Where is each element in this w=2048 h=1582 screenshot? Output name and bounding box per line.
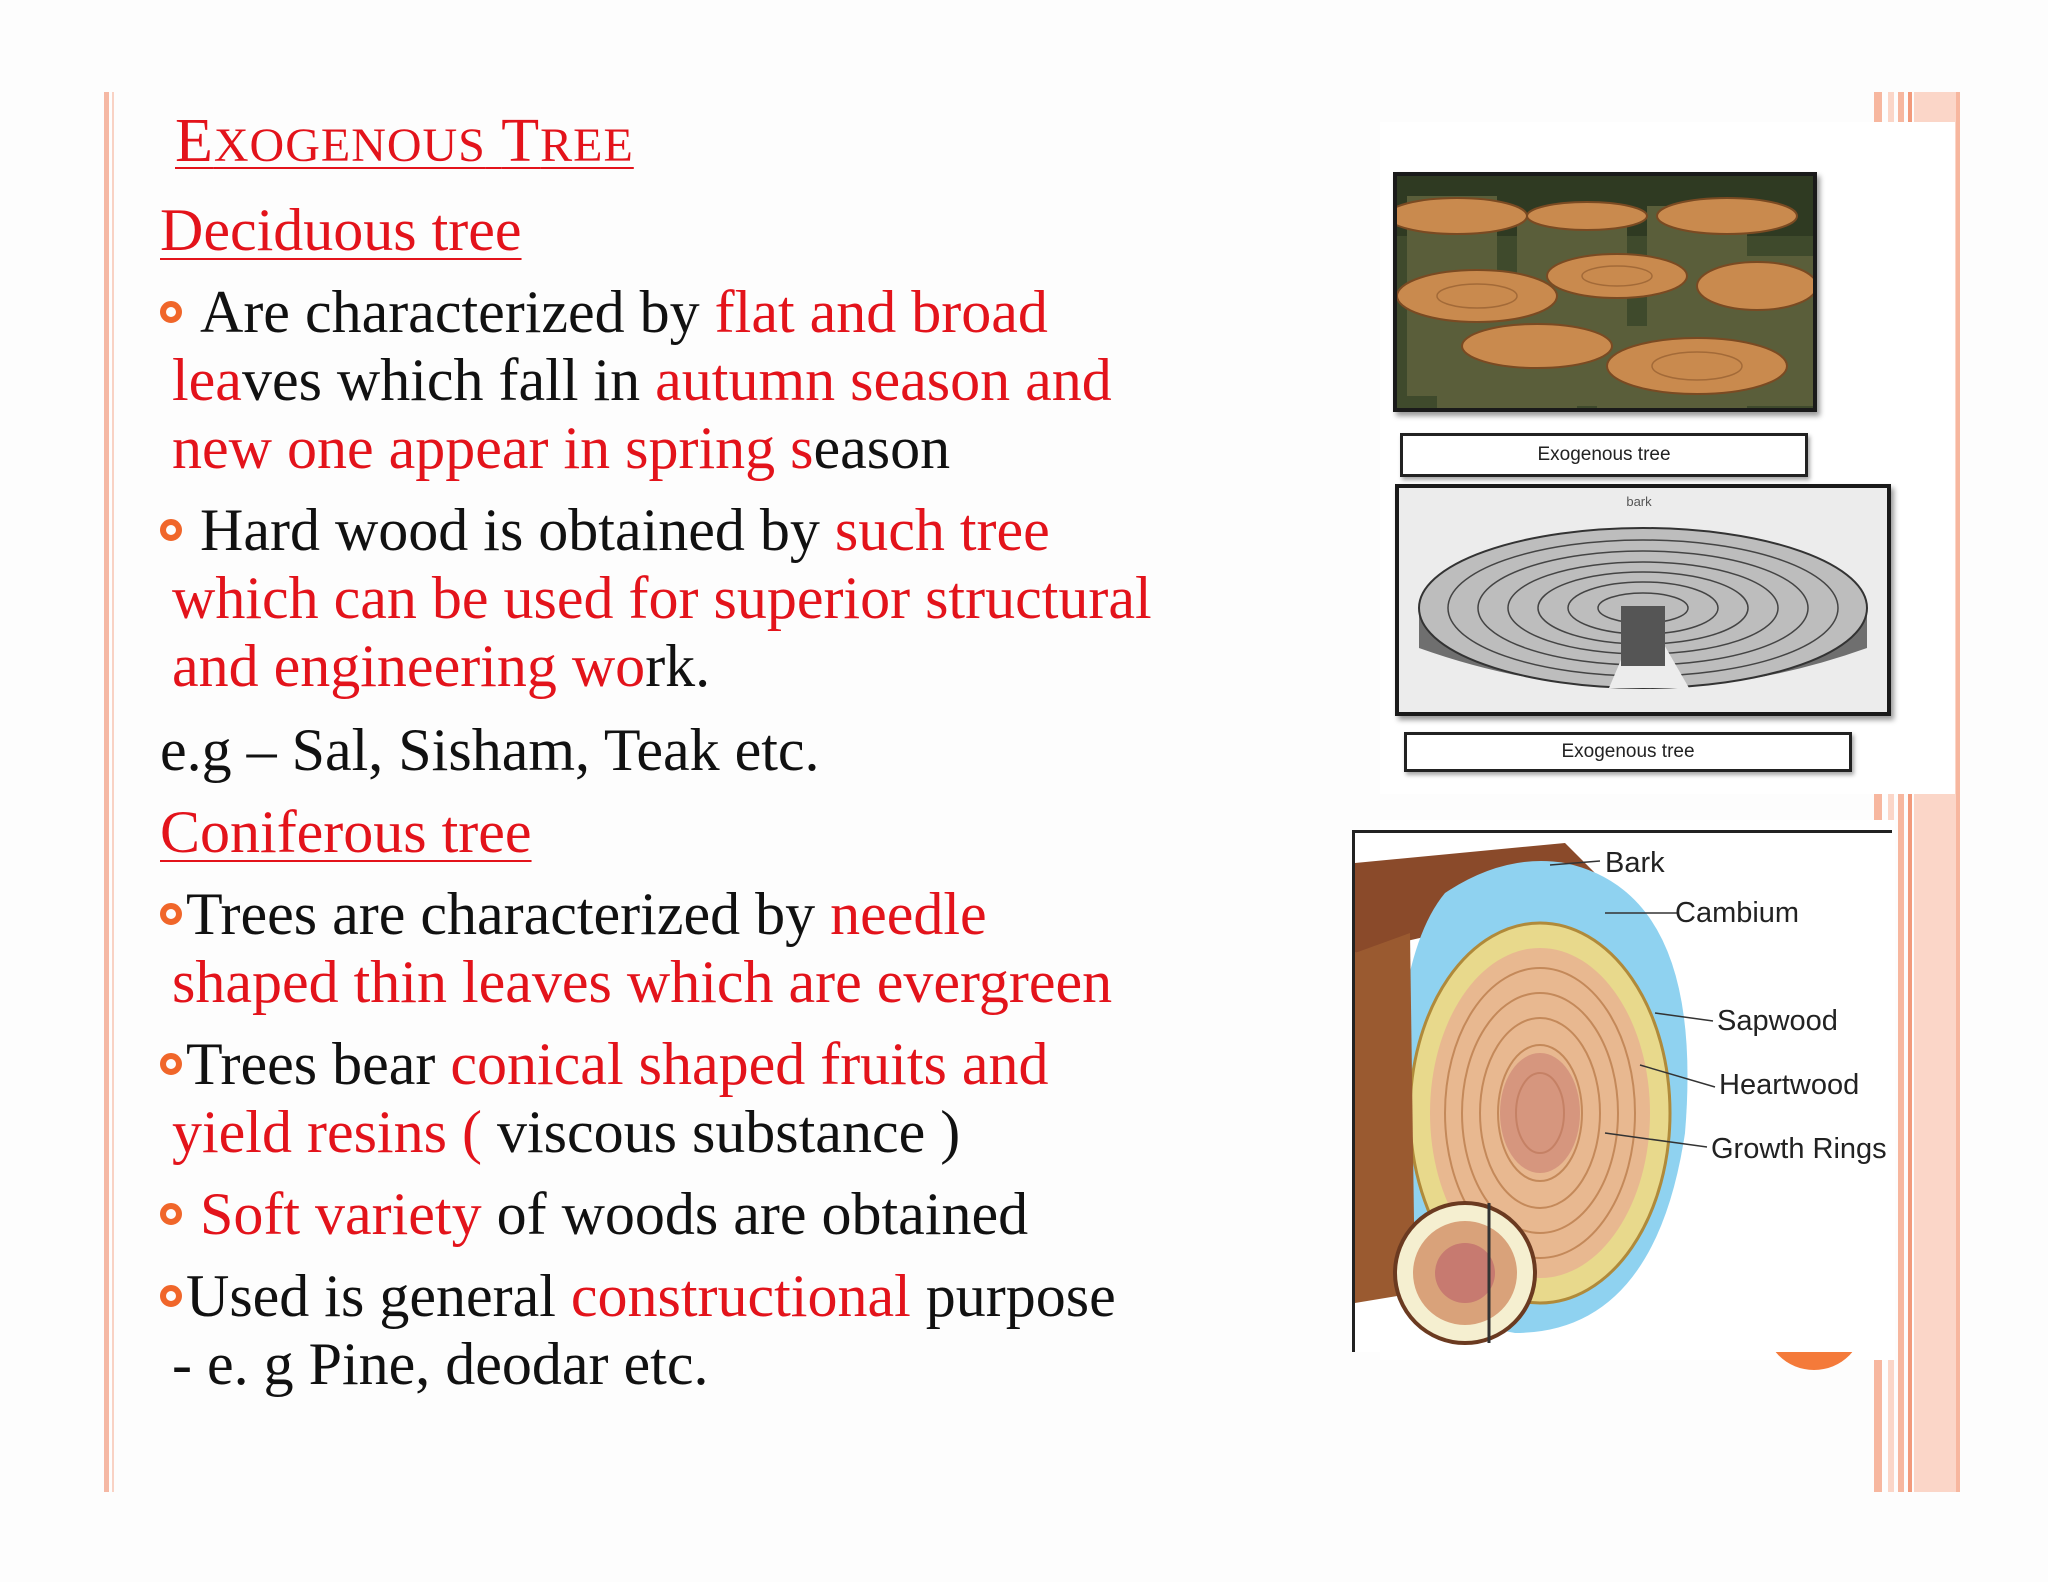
deciduous-bullet-1-line-2 xyxy=(172,346,1112,414)
deciduous-bullet-2-line-2: which can be used for superior structural xyxy=(172,565,1152,631)
left-accent-bar xyxy=(104,92,109,1492)
left-accent-bar-thin xyxy=(112,92,114,1492)
coniferous-bullet-4-line-2: - e. g Pine, deodar etc. xyxy=(172,1331,709,1397)
title-initial-2: T xyxy=(501,107,541,175)
bullet-icon xyxy=(160,301,182,323)
coniferous-heading: Coniferous tree xyxy=(160,799,532,865)
text-run: ves which fall in xyxy=(241,347,656,413)
coniferous-bullet-2-line-1 xyxy=(160,1030,1049,1098)
trunk-diagram xyxy=(1352,830,1892,1352)
text-run: autumn season and xyxy=(655,347,1112,413)
text-run: conical shaped fruits and xyxy=(450,1031,1049,1097)
coniferous-bullet-3 xyxy=(160,1180,1028,1248)
text-run: Trees are characterized by xyxy=(186,881,831,947)
text-run: viscous substance ) xyxy=(496,1099,961,1165)
text-run: Are characterized by xyxy=(200,279,715,345)
text-run: lea xyxy=(172,347,242,413)
image-caption-2: Exogenous tree xyxy=(1404,732,1852,772)
cross-section-sketch xyxy=(1395,484,1891,716)
label-cambium: Cambium xyxy=(1675,897,1800,929)
title-rest-1: XOGENOUS xyxy=(213,119,486,172)
coniferous-bullet-1-line-1 xyxy=(160,880,987,948)
cross-section-illustration xyxy=(1399,488,1887,712)
text-run: of woods are obtained xyxy=(481,1181,1029,1247)
coniferous-bullet-1-line-2: shaped thin leaves which are evergreen xyxy=(172,949,1113,1015)
text-run: eason xyxy=(813,415,951,481)
bullet-icon xyxy=(160,519,182,541)
bullet-icon xyxy=(160,903,182,925)
text-run: Soft variety xyxy=(200,1181,482,1247)
text-run: flat and broad xyxy=(714,279,1048,345)
text-run: rk. xyxy=(645,633,711,699)
bullet-icon xyxy=(160,1285,182,1307)
text-run: new one appear in spring s xyxy=(172,415,814,481)
deciduous-bullet-1-line-1 xyxy=(160,278,1048,346)
text-run: yield resins ( xyxy=(172,1099,497,1165)
text-run: and engineering wo xyxy=(172,633,646,699)
text-run: such tree xyxy=(834,497,1050,563)
text-run: purpose xyxy=(910,1263,1116,1329)
tree-stumps-photo xyxy=(1393,172,1817,412)
deciduous-heading: Deciduous tree xyxy=(160,197,522,263)
deciduous-bullet-2-line-1 xyxy=(160,496,1050,564)
diagram-top-text: bark xyxy=(1626,494,1652,509)
bullet-icon xyxy=(160,1203,182,1225)
slide-title xyxy=(175,106,634,181)
label-growth-rings: Growth Rings xyxy=(1711,1133,1887,1165)
title-initial-1: E xyxy=(175,107,214,175)
label-heartwood: Heartwood xyxy=(1719,1069,1860,1101)
text-run: constructional xyxy=(570,1263,911,1329)
text-run: Used is general xyxy=(186,1263,571,1329)
right-accent-bar-6 xyxy=(1956,92,1960,1492)
label-bark: Bark xyxy=(1605,847,1665,879)
text-run: needle xyxy=(830,881,987,947)
coniferous-bullet-4-line-1 xyxy=(160,1262,1116,1330)
text-run: Trees bear xyxy=(186,1031,451,1097)
text-run: Hard wood is obtained by xyxy=(200,497,835,563)
label-sapwood: Sapwood xyxy=(1717,1005,1838,1037)
deciduous-bullet-2-line-3 xyxy=(172,632,710,700)
coniferous-bullet-2-line-2 xyxy=(172,1098,960,1166)
bullet-icon xyxy=(160,1053,182,1075)
deciduous-example: e.g – Sal, Sisham, Teak etc. xyxy=(160,717,820,783)
title-rest-2: REE xyxy=(540,119,634,172)
image-caption-1: Exogenous tree xyxy=(1400,433,1808,477)
tree-stumps-illustration xyxy=(1397,176,1813,408)
deciduous-bullet-1-line-3 xyxy=(172,414,950,482)
